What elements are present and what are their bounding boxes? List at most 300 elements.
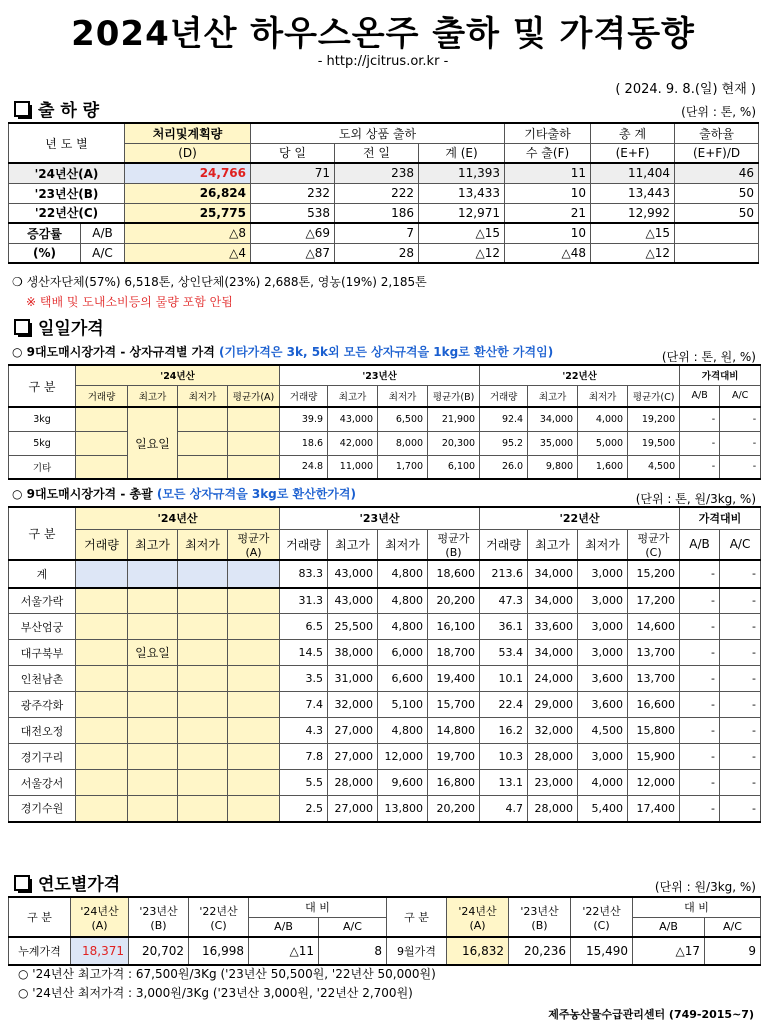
cell: 24.8 <box>280 455 328 479</box>
cell: 28,000 <box>528 796 578 822</box>
col-header: 최고가 <box>328 385 378 407</box>
table-row <box>9 431 761 455</box>
cell: 213.6 <box>480 560 528 588</box>
cell: △87 <box>251 243 335 263</box>
table-row <box>9 937 761 965</box>
cell: - <box>720 455 761 479</box>
cell: 29,000 <box>528 692 578 718</box>
cell: 43,000 <box>328 407 378 431</box>
cell: 16.2 <box>480 718 528 744</box>
cell: 34,000 <box>528 560 578 588</box>
cell: 35,000 <box>528 431 578 455</box>
cell: 222 <box>335 183 419 203</box>
cell: 20,200 <box>428 588 480 614</box>
cell: - <box>720 614 761 640</box>
cell: 4,800 <box>378 588 428 614</box>
header-2022: '22년산(C) <box>189 897 249 937</box>
col-header: 거래량 <box>76 385 128 407</box>
cell: 20,300 <box>428 431 480 455</box>
cell: 27,000 <box>328 796 378 822</box>
header-compare: 가격대비 <box>680 365 761 385</box>
table-row <box>9 588 761 614</box>
header-2022: '22년산 <box>480 365 680 385</box>
header-2024: '24년산(A) <box>447 897 509 937</box>
row-label: 서울가락 <box>9 588 76 614</box>
cell: 19,700 <box>428 744 480 770</box>
cell: 16,600 <box>628 692 680 718</box>
cell: 25,775 <box>125 203 251 223</box>
cell: 22.4 <box>480 692 528 718</box>
table-row <box>9 796 761 822</box>
cell: 13,433 <box>419 183 505 203</box>
as-of-date: ( 2024. 9. 8.(일) 현재 ) <box>615 82 756 97</box>
cell: 26.0 <box>480 455 528 479</box>
cell: - <box>680 744 720 770</box>
cell: 3,600 <box>578 666 628 692</box>
cell: 20,200 <box>428 796 480 822</box>
cell: 7.4 <box>280 692 328 718</box>
cell: - <box>720 770 761 796</box>
cell: 10.3 <box>480 744 528 770</box>
cell: 9,600 <box>378 770 428 796</box>
cell: 8,000 <box>378 431 428 455</box>
header-prev: 전 일 <box>335 143 419 163</box>
row-label: 부산엄궁 <box>9 614 76 640</box>
cell: 16,998 <box>189 937 249 965</box>
cell: - <box>680 640 720 666</box>
header-compare: 가격대비 <box>680 507 761 529</box>
header-export: 수 출(F) <box>505 143 591 163</box>
row-label: 경기구리 <box>9 744 76 770</box>
cell: 5,400 <box>578 796 628 822</box>
col-header: 최고가 <box>528 385 578 407</box>
cell: 4,800 <box>378 718 428 744</box>
header-total: 총 계 <box>591 123 675 143</box>
cell: 1,600 <box>578 455 628 479</box>
subheading-text: ○ 9대도매시장가격 - 총괄 <box>12 487 153 501</box>
cell: 12,000 <box>378 744 428 770</box>
row-label: '23년산(B) <box>9 183 125 203</box>
cell: 15,490 <box>571 937 633 965</box>
section-title: 출 하 량 <box>38 101 100 121</box>
cell: 28 <box>335 243 419 263</box>
cell: 10 <box>505 223 591 243</box>
col-header: A/C <box>319 917 387 937</box>
cell: △17 <box>633 937 705 965</box>
cell: 4,500 <box>628 455 680 479</box>
cell: - <box>720 692 761 718</box>
row-label: 기타 <box>9 455 76 479</box>
col-header: 최고가 <box>128 529 178 560</box>
table-row <box>9 640 761 666</box>
cell: 32,000 <box>328 692 378 718</box>
sunday-label: 일요일 <box>128 640 178 666</box>
cell: 26,824 <box>125 183 251 203</box>
cell: 20,236 <box>509 937 571 965</box>
header-category: 구 분 <box>9 507 76 560</box>
table-row <box>9 744 761 770</box>
site-url[interactable]: - http://jcitrus.or.kr - <box>317 54 449 69</box>
header-compare: 대 비 <box>249 897 387 917</box>
header-2022: '22년산(C) <box>571 897 633 937</box>
summary-price-table <box>8 506 761 823</box>
note-text: 생산자단체(57%) 6,518톤, 상인단체(23%) 2,688톤, 영농(19%) 2,185톤 <box>26 275 427 289</box>
unit-label: (단위 : 톤, %) <box>681 105 756 119</box>
header-2022: '22년산 <box>480 507 680 529</box>
cell: △12 <box>419 243 505 263</box>
cell: - <box>720 718 761 744</box>
col-header: 평균가(B) <box>428 385 480 407</box>
cell: - <box>680 614 720 640</box>
cell: - <box>680 407 720 431</box>
col-header: 평균가(A) <box>228 385 280 407</box>
header-sum: 계 (E) <box>419 143 505 163</box>
table-row <box>9 223 759 243</box>
table-row <box>9 407 761 431</box>
col-header: A/B <box>633 917 705 937</box>
col-header: 거래량 <box>280 385 328 407</box>
col-header: 거래량 <box>76 529 128 560</box>
header-2024: '24년산 <box>76 507 280 529</box>
cell: - <box>680 588 720 614</box>
row-label: 광주각화 <box>9 692 76 718</box>
col-header: 평균가(A) <box>228 529 280 560</box>
section-title: 일일가격 <box>38 319 104 339</box>
cell: 7.8 <box>280 744 328 770</box>
col-header: A/B <box>249 917 319 937</box>
header-compare: 대 비 <box>633 897 761 917</box>
cell: - <box>680 455 720 479</box>
cell: 32,000 <box>528 718 578 744</box>
cell: 11,404 <box>591 163 675 183</box>
cell: 16,832 <box>447 937 509 965</box>
cell: 18,700 <box>428 640 480 666</box>
cell: 4.7 <box>480 796 528 822</box>
cell: 15,900 <box>628 744 680 770</box>
cell: 15,800 <box>628 718 680 744</box>
cell: 12,971 <box>419 203 505 223</box>
cell: △8 <box>125 223 251 243</box>
col-header: 최저가 <box>578 529 628 560</box>
cell: 24,766 <box>125 163 251 183</box>
cell: 43,000 <box>328 588 378 614</box>
header-rate: 출하율 <box>675 123 759 143</box>
header-2023: '23년산 <box>280 507 480 529</box>
col-header: 거래량 <box>480 385 528 407</box>
table-row <box>9 770 761 796</box>
note-producers <box>12 273 427 290</box>
cell: 36.1 <box>480 614 528 640</box>
note-excluded: ※ 택배 및 도내소비등의 물량 포함 안됨 <box>26 295 233 309</box>
table-row <box>9 163 759 183</box>
cell: 18,371 <box>71 937 129 965</box>
cell: 19,200 <box>628 407 680 431</box>
cell: - <box>680 796 720 822</box>
cell: △12 <box>591 243 675 263</box>
checkbox-square-icon <box>14 319 30 335</box>
subheading-box-price <box>12 343 553 360</box>
cell: 17,400 <box>628 796 680 822</box>
cell: 50 <box>675 183 759 203</box>
row-label: A/B <box>81 223 125 243</box>
cell: 27,000 <box>328 718 378 744</box>
subheading-note: (모든 상자규격을 3kg로 환산한가격) <box>156 487 356 501</box>
cell: 21 <box>505 203 591 223</box>
cell: 16,800 <box>428 770 480 796</box>
cell: 9 <box>705 937 761 965</box>
col-header: A/C <box>720 529 761 560</box>
row-label: 계 <box>9 560 76 588</box>
row-label: 인천남촌 <box>9 666 76 692</box>
cell: 10.1 <box>480 666 528 692</box>
col-header: 최고가 <box>528 529 578 560</box>
cell: 1,700 <box>378 455 428 479</box>
cell: 42,000 <box>328 431 378 455</box>
cell: 71 <box>251 163 335 183</box>
cell: 5.5 <box>280 770 328 796</box>
cell: 3,000 <box>578 588 628 614</box>
row-label: 5kg <box>9 431 76 455</box>
header-proc-d: (D) <box>125 143 251 163</box>
header-2024: '24년산 <box>76 365 280 385</box>
header-out: 도외 상품 출하 <box>251 123 505 143</box>
header-category: 구 분 <box>9 897 71 937</box>
cell: 6,500 <box>378 407 428 431</box>
cell: 28,000 <box>328 770 378 796</box>
cell: 4,000 <box>578 407 628 431</box>
cell: - <box>720 744 761 770</box>
cell: 27,000 <box>328 744 378 770</box>
shipment-table <box>8 122 759 264</box>
col-header: 최저가 <box>178 385 228 407</box>
unit-label: (단위 : 톤, 원/3kg, %) <box>635 492 756 506</box>
col-header: 거래량 <box>280 529 328 560</box>
col-header: 최고가 <box>328 529 378 560</box>
cell: - <box>680 431 720 455</box>
table-row <box>9 560 761 588</box>
col-header: A/B <box>680 529 720 560</box>
cell: 11,393 <box>419 163 505 183</box>
cell: 7 <box>335 223 419 243</box>
checkbox-square-icon <box>14 101 30 117</box>
cell: 39.9 <box>280 407 328 431</box>
cell: △11 <box>249 937 319 965</box>
cell: 5,000 <box>578 431 628 455</box>
cell: 19,500 <box>628 431 680 455</box>
col-header: 거래량 <box>480 529 528 560</box>
cell: 13,800 <box>378 796 428 822</box>
row-label: 9월가격 <box>387 937 447 965</box>
cell: 15,200 <box>628 560 680 588</box>
unit-label: (단위 : 톤, 원, %) <box>661 350 756 364</box>
cell: 3,600 <box>578 692 628 718</box>
cell: 3,000 <box>578 614 628 640</box>
cell: 3,000 <box>578 560 628 588</box>
row-label: 누계가격 <box>9 937 71 965</box>
note-text: '24년산 최저가격 : 3,000원/3Kg ('23년산 3,000원, '22년산 2,700원) <box>32 986 413 1000</box>
cell: 83.3 <box>280 560 328 588</box>
row-label: (%) <box>9 243 81 263</box>
subheading-summary <box>12 485 356 502</box>
cell: △48 <box>505 243 591 263</box>
subheading-note: (기타가격은 3k, 5k외 모든 상자규격을 1kg로 환산한 가격임) <box>219 345 554 359</box>
cell: - <box>720 666 761 692</box>
cell: 6,100 <box>428 455 480 479</box>
cell: 4,800 <box>378 560 428 588</box>
cell: 6.5 <box>280 614 328 640</box>
row-label: 경기수원 <box>9 796 76 822</box>
cell: - <box>720 640 761 666</box>
cell: 8 <box>319 937 387 965</box>
sunday-label: 일요일 <box>128 407 178 479</box>
cell: 21,900 <box>428 407 480 431</box>
cell: - <box>720 560 761 588</box>
cell: 47.3 <box>480 588 528 614</box>
header-proc: 처리및계획량 <box>125 123 251 143</box>
page-title: 2024년산 하우스온주 출하 및 가격동향 <box>71 14 695 54</box>
section-yearly-price-heading <box>14 870 120 895</box>
header-2023: '23년산(B) <box>129 897 189 937</box>
cell: 18,600 <box>428 560 480 588</box>
cell: - <box>680 718 720 744</box>
table-row <box>9 666 761 692</box>
cell: - <box>720 588 761 614</box>
table-row <box>9 718 761 744</box>
cell: 28,000 <box>528 744 578 770</box>
cell: 14.5 <box>280 640 328 666</box>
table-row <box>9 692 761 718</box>
box-price-table <box>8 364 761 480</box>
row-label: 증감률 <box>9 223 81 243</box>
header-ef: (E+F) <box>591 143 675 163</box>
cell: △15 <box>591 223 675 243</box>
cell: 186 <box>335 203 419 223</box>
yearly-price-table <box>8 896 761 966</box>
cell: 33,600 <box>528 614 578 640</box>
cell: 43,000 <box>328 560 378 588</box>
col-header: 최저가 <box>378 529 428 560</box>
header-2023: '23년산(B) <box>509 897 571 937</box>
cell: 4.3 <box>280 718 328 744</box>
cell: 16,100 <box>428 614 480 640</box>
cell: 11,000 <box>328 455 378 479</box>
subheading-text: ○ 9대도매시장가격 - 상자규격별 가격 <box>12 345 215 359</box>
row-label: '22년산(C) <box>9 203 125 223</box>
cell: 23,000 <box>528 770 578 796</box>
header-2024: '24년산(A) <box>71 897 129 937</box>
col-header: A/C <box>705 917 761 937</box>
row-label: 3kg <box>9 407 76 431</box>
table-row <box>9 455 761 479</box>
cell: 14,600 <box>628 614 680 640</box>
cell: 538 <box>251 203 335 223</box>
cell: △15 <box>419 223 505 243</box>
cell: 46 <box>675 163 759 183</box>
cell: - <box>680 666 720 692</box>
cell: △69 <box>251 223 335 243</box>
cell: 12,000 <box>628 770 680 796</box>
header-category: 구 분 <box>387 897 447 937</box>
section-title: 연도별가격 <box>38 875 121 895</box>
cell: 13.1 <box>480 770 528 796</box>
cell: 6,000 <box>378 640 428 666</box>
col-header: A/C <box>720 385 761 407</box>
cell: 13,443 <box>591 183 675 203</box>
footer-center: 제주농산물수급관리센터 (749-2015~7) <box>548 1008 754 1021</box>
cell: 34,000 <box>528 640 578 666</box>
cell: 3,000 <box>578 744 628 770</box>
table-row <box>9 183 759 203</box>
header-year: 년 도 별 <box>9 123 125 163</box>
section-daily-price-heading <box>14 314 104 339</box>
row-label: A/C <box>81 243 125 263</box>
cell: 53.4 <box>480 640 528 666</box>
note-max-price <box>18 965 436 982</box>
cell: 238 <box>335 163 419 183</box>
cell: 25,500 <box>328 614 378 640</box>
circle-bullet-icon: ❍ <box>12 275 27 289</box>
cell: 31,000 <box>328 666 378 692</box>
cell: 2.5 <box>280 796 328 822</box>
cell: 19,400 <box>428 666 480 692</box>
table-row <box>9 614 761 640</box>
row-label: '24년산(A) <box>9 163 125 183</box>
cell: 9,800 <box>528 455 578 479</box>
cell: 11 <box>505 163 591 183</box>
table-row <box>9 203 759 223</box>
cell: 10 <box>505 183 591 203</box>
cell: 13,700 <box>628 640 680 666</box>
cell: 15,700 <box>428 692 480 718</box>
cell: 34,000 <box>528 407 578 431</box>
table-row <box>9 243 759 263</box>
cell: 50 <box>675 203 759 223</box>
row-label: 대구북부 <box>9 640 76 666</box>
cell: 20,702 <box>129 937 189 965</box>
cell: 95.2 <box>480 431 528 455</box>
header-category: 구 분 <box>9 365 76 407</box>
cell: - <box>720 431 761 455</box>
cell: - <box>680 560 720 588</box>
col-header: 최고가 <box>128 385 178 407</box>
cell: 4,800 <box>378 614 428 640</box>
cell: 3,000 <box>578 640 628 666</box>
col-header: A/B <box>680 385 720 407</box>
cell: 38,000 <box>328 640 378 666</box>
cell: 232 <box>251 183 335 203</box>
note-min-price <box>18 984 413 1001</box>
cell: 12,992 <box>591 203 675 223</box>
cell: - <box>720 796 761 822</box>
cell: 13,700 <box>628 666 680 692</box>
col-header: 평균가(B) <box>428 529 480 560</box>
row-label: 서울강서 <box>9 770 76 796</box>
cell: 5,100 <box>378 692 428 718</box>
cell: 4,000 <box>578 770 628 796</box>
cell: - <box>680 770 720 796</box>
row-label: 대전오정 <box>9 718 76 744</box>
cell: - <box>720 407 761 431</box>
cell: 3.5 <box>280 666 328 692</box>
cell: 34,000 <box>528 588 578 614</box>
cell: 14,800 <box>428 718 480 744</box>
cell: 31.3 <box>280 588 328 614</box>
header-2023: '23년산 <box>280 365 480 385</box>
cell: 4,500 <box>578 718 628 744</box>
circle-bullet-icon: ○ <box>18 986 33 1000</box>
cell: - <box>680 692 720 718</box>
cell: △4 <box>125 243 251 263</box>
